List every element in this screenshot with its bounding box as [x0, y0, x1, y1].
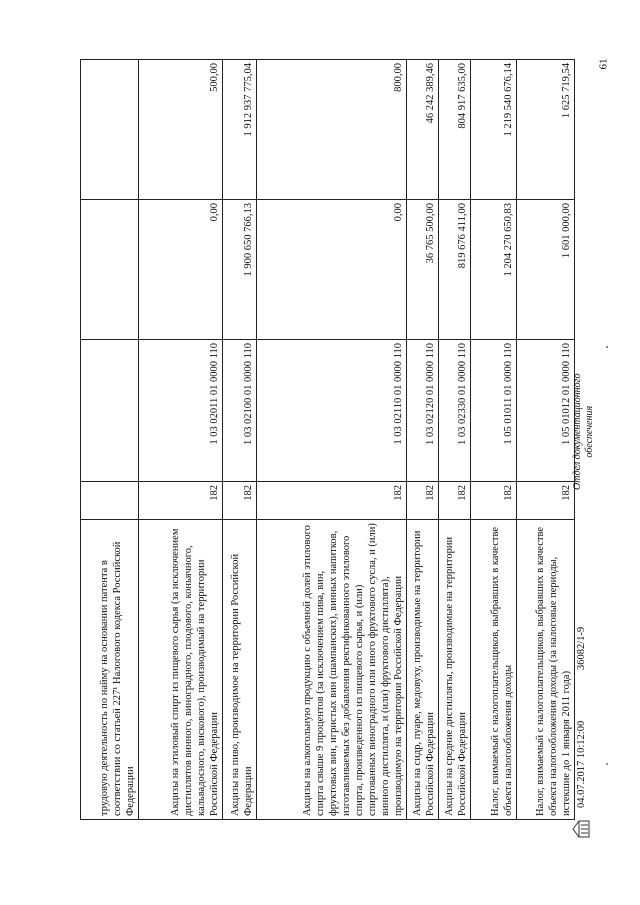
- revenue-name: Акцизы на алкогольную продукцию с объемной долей этилового спирта свыше 9 процентов (за исключением пива, вин, фруктовых вин, игристых вин (шампанских), винных напитков, изготавливаемых без добавления ректификованного этилового спирта, произведенного из пищевого сырья, и (или) спиртованных виноградного или иного фруктового сусла, и (или) винного дистиллята, и (или) фруктового дистиллята), производимую на территории Российской Федерации: [257, 520, 407, 820]
- budget-code: 1 03 02330 01 0000 110: [439, 340, 471, 482]
- budget-code: 1 03 02120 01 0000 110: [407, 340, 439, 482]
- revenue-table: [80, 59, 575, 820]
- table-row: [407, 60, 439, 820]
- plan-value: 36 765 500,00: [407, 200, 439, 340]
- emblem-icon: [570, 818, 592, 840]
- plan-value: 1 204 270 650,83: [471, 200, 517, 340]
- table-row: [223, 60, 257, 820]
- table-row: [517, 60, 575, 820]
- budget-code: 1 05 01011 01 0000 110: [471, 340, 517, 482]
- scan-speck: [606, 763, 608, 765]
- table-row: [81, 60, 139, 820]
- stamp-line: обеспечения: [584, 405, 595, 458]
- plan-value: [81, 200, 139, 340]
- page-number: 61: [597, 58, 610, 70]
- revenue-name: Акцизы на сидр, пуаре, медовуху, производимые на территории Российской Федерации: [407, 520, 439, 820]
- admin-code: 182: [517, 482, 575, 520]
- budget-code: 1 03 02110 01 0000 110: [257, 340, 407, 482]
- admin-code: 182: [223, 482, 257, 520]
- admin-code: 182: [257, 482, 407, 520]
- revenue-name: Акцизы на этиловый спирт из пищевого сырья (за исключением дистиллятов винного, виноградного, плодового, коньячного, кальвадосного, вискового), производимый на территории Российской Федерации: [139, 520, 223, 820]
- plan-value: 1 601 000,00: [517, 200, 575, 340]
- fact-value: 1 625 719,54: [517, 60, 575, 200]
- admin-code: 182: [407, 482, 439, 520]
- fact-value: 500,00: [139, 60, 223, 200]
- admin-code: 182: [471, 482, 517, 520]
- page-footer: [572, 60, 612, 820]
- admin-code: 182: [139, 482, 223, 520]
- fact-value: [81, 60, 139, 200]
- table-row: [439, 60, 471, 820]
- plan-value: 819 676 411,00: [439, 200, 471, 340]
- fact-value: 46 242 389,46: [407, 60, 439, 200]
- admin-code: 182: [439, 482, 471, 520]
- revenue-name: Акцизы на пиво, производимое на территории Российской Федерации: [223, 520, 257, 820]
- department-stamp: [572, 373, 596, 490]
- revenue-name: трудовую деятельность по найму на основании патента в соответствии со статьей 227¹ Налогового кодекса Российской Федерации: [81, 520, 139, 820]
- revenue-name: Налог, взимаемый с налогоплательщиков, выбравших в качестве объекта налогообложения доходы: [471, 520, 517, 820]
- plan-value: 0,00: [139, 200, 223, 340]
- fact-value: 804 917 635,00: [439, 60, 471, 200]
- table-row: [139, 60, 223, 820]
- fact-value: 1 219 540 676,14: [471, 60, 517, 200]
- document-number: 36082/1-9: [576, 626, 587, 670]
- budget-code: [81, 340, 139, 482]
- budget-code: 1 05 01012 01 0000 110: [517, 340, 575, 482]
- print-date: 04.07.2017 10:12:00: [576, 720, 587, 808]
- revenue-name: Акцизы на средние дистилляты, производимые на территории Российской Федерации: [439, 520, 471, 820]
- table-row: [257, 60, 407, 820]
- table-row: [471, 60, 517, 820]
- budget-code: 1 03 02011 01 0000 110: [139, 340, 223, 482]
- plan-value: 1 900 650 766,13: [223, 200, 257, 340]
- revenue-name: Налог, взимаемый с налогоплательщиков, выбравших в качестве объекта налогообложения доходы (за налоговые периоды, истекшие до 1 января 2011 года): [517, 520, 575, 820]
- fact-value: 1 912 937 775,04: [223, 60, 257, 200]
- fact-value: 800,00: [257, 60, 407, 200]
- stamp-line: Отдел документационного: [572, 373, 583, 490]
- rotated-page: [80, 60, 595, 820]
- plan-value: 0,00: [257, 200, 407, 340]
- scan-speck: [606, 346, 608, 348]
- budget-code: 1 03 02100 01 0000 110: [223, 340, 257, 482]
- admin-code: [81, 482, 139, 520]
